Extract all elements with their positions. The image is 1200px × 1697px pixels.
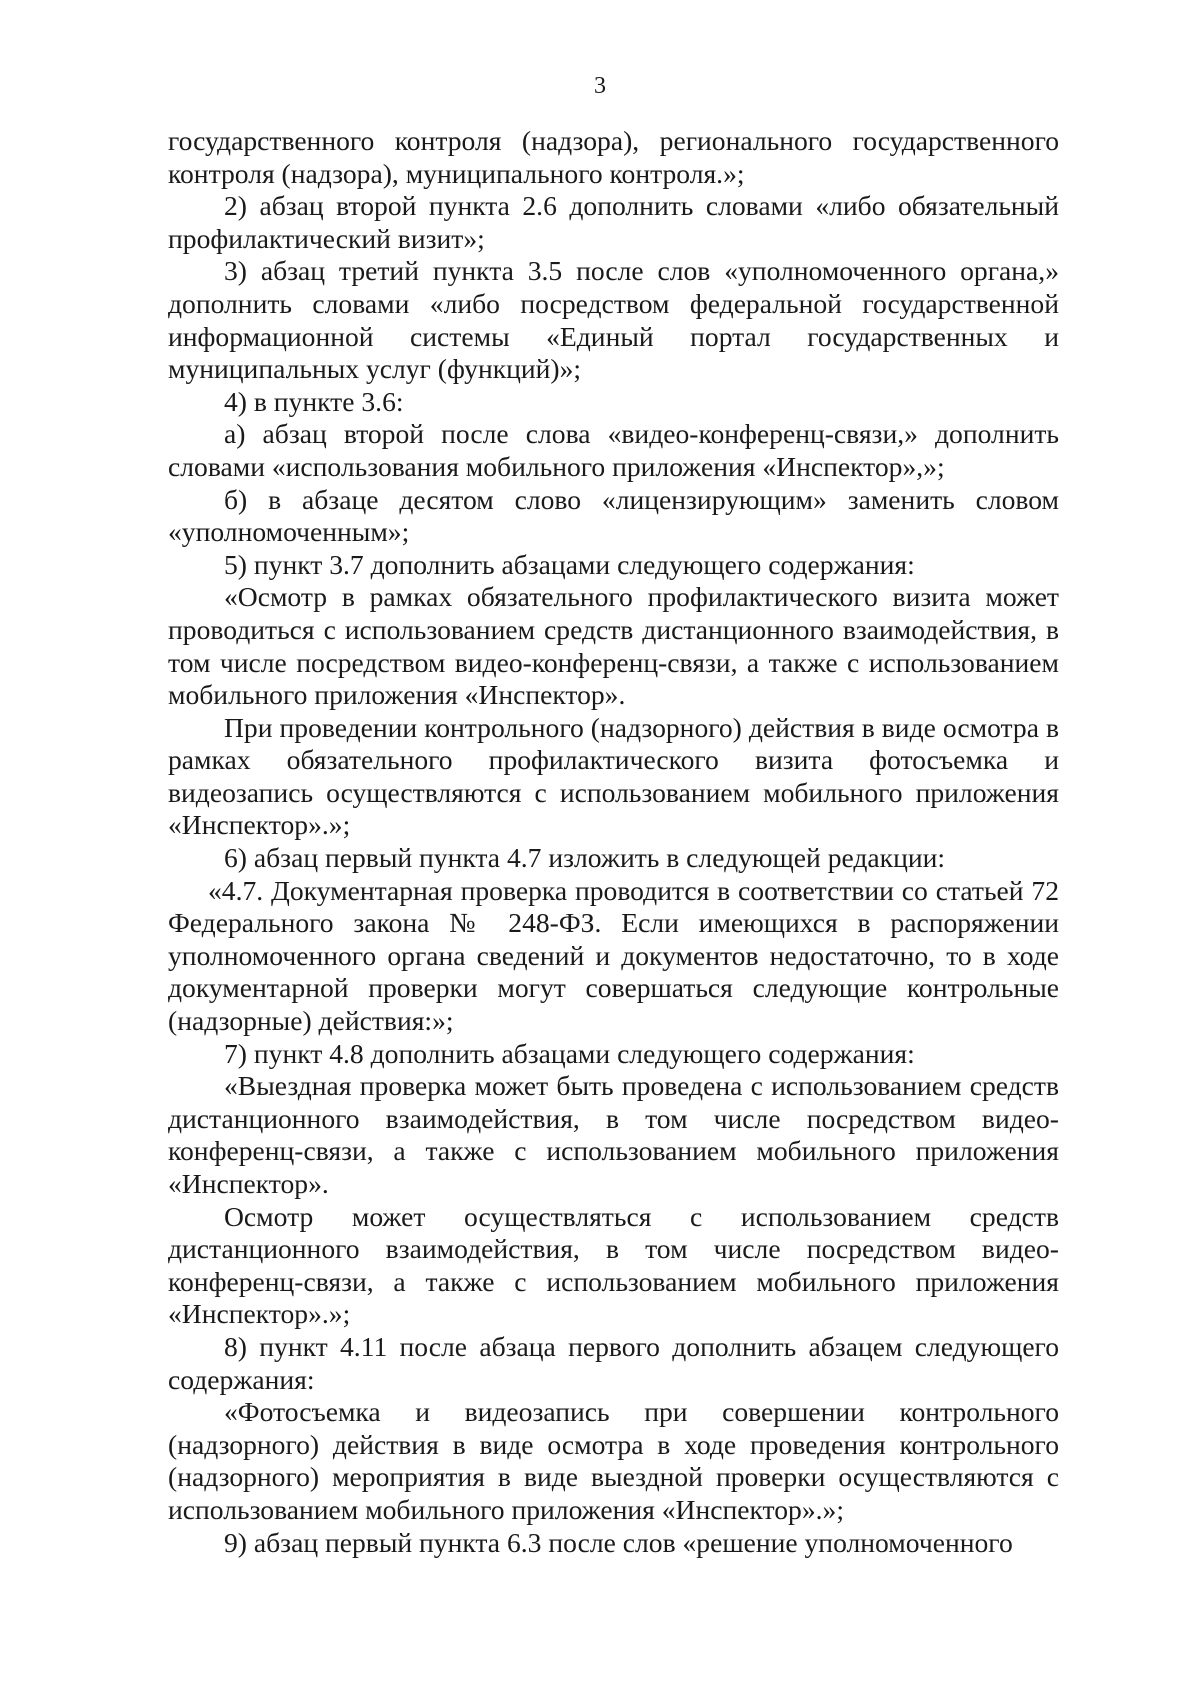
paragraph-subitem-a: а) абзац второй после слова «видео-конференц-связи,» дополнить словами «использования мобильного приложения «Инспектор»,»;: [168, 418, 1059, 482]
paragraph-item-5: 5) пункт 3.7 дополнить абзацами следующего содержания:: [224, 548, 915, 580]
paragraph-quote-field-check: «Выездная проверка может быть проведена с использованием средств дистанционного взаимодействия, в том числе посредством видео-конференц-связи, а также с использованием мобильного приложения «Инспектор».: [168, 1070, 1059, 1199]
paragraph-item-3: 3) абзац третий пункта 3.5 после слов «уполномоченного органа,» дополнить словами «либо посредством федеральной государственной информационной системы «Единый портал государственных и муниципальных услуг (функций)»;: [168, 255, 1059, 385]
paragraph-quote-photo: При проведении контрольного (надзорного) действия в виде осмотра в рамках обязательного профилактического визита фотосъемка и видеозапись осуществляются с использованием мобильного приложения «Инспектор».»;: [168, 711, 1059, 841]
paragraph-quote-inspection: «Осмотр в рамках обязательного профилактического визита может проводиться с использованием средств дистанционного взаимодействия, в том числе посредством видео-конференц-связи, а также с использованием мобильного приложения «Инспектор».: [168, 581, 1059, 711]
paragraph-item-6: 6) абзац первый пункта 4.7 изложить в следующей редакции:: [224, 842, 946, 874]
paragraph-quote-inspection-remote: Осмотр может осуществляться с использованием средств дистанционного взаимодействия, в том числе посредством видео-конференц-связи, а также с использованием мобильного приложения «Инспектор».»;: [168, 1200, 1059, 1330]
paragraph-quote-4-7: «4.7. Документарная проверка проводится в соответствии со статьей 72 Федерального закона № 248-ФЗ. Если имеющихся в распоряжении уполномоченного органа сведений и документов недостаточно, то в ходе документарной проверки могут совершаться следующие контрольные (надзорные) действия:»;: [168, 874, 1059, 1037]
paragraph-item-4: 4) в пункте 3.6:: [224, 385, 404, 417]
document-body: [168, 125, 1059, 1559]
paragraph-subitem-b: б) в абзаце десятом слово «лицензирующим» заменить словом «уполномоченным»;: [168, 483, 1059, 548]
paragraph-quote-photo-video: «Фотосъемка и видеозапись при совершении контрольного (надзорного) действия в виде осмотра в ходе проведения контрольного (надзорного) мероприятия в виде выездной проверки осуществляются с использованием мобильного приложения «Инспектор».»;: [168, 1396, 1059, 1525]
paragraph-item-9: 9) абзац первый пункта 6.3 после слов «решение уполномоченного: [224, 1526, 1013, 1558]
paragraph-continuation: государственного контроля (надзора), регионального государственного контроля (надзора), муниципального контроля.»;: [168, 125, 1059, 189]
paragraph-item-7: 7) пункт 4.8 дополнить абзацами следующего содержания:: [224, 1037, 915, 1069]
paragraph-item-2: 2) абзац второй пункта 2.6 дополнить словами «либо обязательный профилактический визит»;: [168, 190, 1059, 254]
paragraph-item-8: 8) пункт 4.11 после абзаца первого дополнить абзацем следующего содержания:: [168, 1330, 1059, 1395]
page-number: 3: [594, 73, 606, 99]
